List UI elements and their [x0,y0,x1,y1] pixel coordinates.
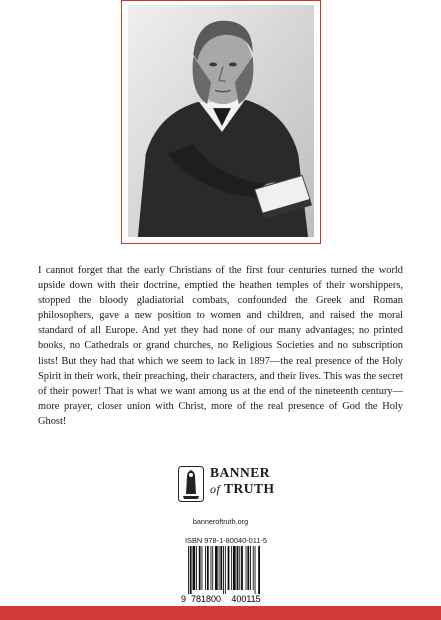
barcode-bar [190,546,192,594]
barcode-bar [219,546,220,590]
barcode-bar [253,546,254,590]
back-cover-quote: I cannot forget that the early Christians of the first four centuries turned the world upside down with their doctrine, emptied the heathen temples of their worshippers, stopped the bloody gladiatorial combats, confounded the Greek and Roman philosophers, gave a new position to women and children, and raised the moral standard of all Europe. And yet they had none of our many advantages; no printed books, no Cathedrals or grand churches, no Religious Societies and no subscription lists! But they had that which we seem to lack in 1897—the real presence of the Holy Spirit in their work, their preaching, their characters, and their lives. This was the secret of their power! That is what we want among us at the end of the nineteenth century—more prayer, closer union with Christ, more of the real presence of God the Holy Ghost! [38,265,403,427]
barcode-bar [239,546,240,590]
barcode-bar [255,546,256,594]
author-portrait [128,5,314,237]
barcode-bar [205,546,206,590]
portrait-illustration [128,5,314,237]
barcode-graphic [178,546,274,604]
barcode-digits-right: 400115 [231,594,261,604]
barcode-bar [207,546,209,590]
barcode-bar [241,546,243,590]
barcode-bar [225,546,226,594]
barcode-bar [188,546,189,594]
barcode-bar [215,546,218,590]
publisher-url[interactable]: banneroftruth.org [192,517,249,526]
barcode-bar [196,546,197,590]
barcode-bar [247,546,249,590]
barcode-bar [237,546,239,590]
barcode-bar [250,546,251,590]
lighthouse-emblem-icon [178,466,204,502]
isbn-label: ISBN 978-1-80040-011-5 [184,536,268,545]
barcode-bar [212,546,213,590]
barcode-bar [220,546,222,590]
barcode-bars [188,546,260,594]
barcode-digits-left: 781800 [190,594,222,604]
publisher-logo [170,463,275,513]
barcode-bar [233,546,236,590]
barcode-bar [223,546,224,594]
barcode-digit-lead: 9 [181,594,187,604]
barcode-bar [199,546,201,590]
barcode-bar [246,546,247,590]
portrait-frame [121,0,321,244]
barcode-bar [211,546,212,590]
barcode-bar [202,546,203,590]
publisher-name-truth: TRUTH [223,481,275,496]
publisher-name-of: of [210,482,221,496]
bottom-accent-band [0,606,441,620]
isbn-barcode [178,534,274,604]
publisher-name-line2 [210,481,275,497]
barcode-bar [228,546,230,590]
barcode-bar [193,546,196,590]
publisher-name-line1: BANNER [210,465,271,480]
barcode-bar [231,546,232,590]
barcode-bar [258,546,260,594]
